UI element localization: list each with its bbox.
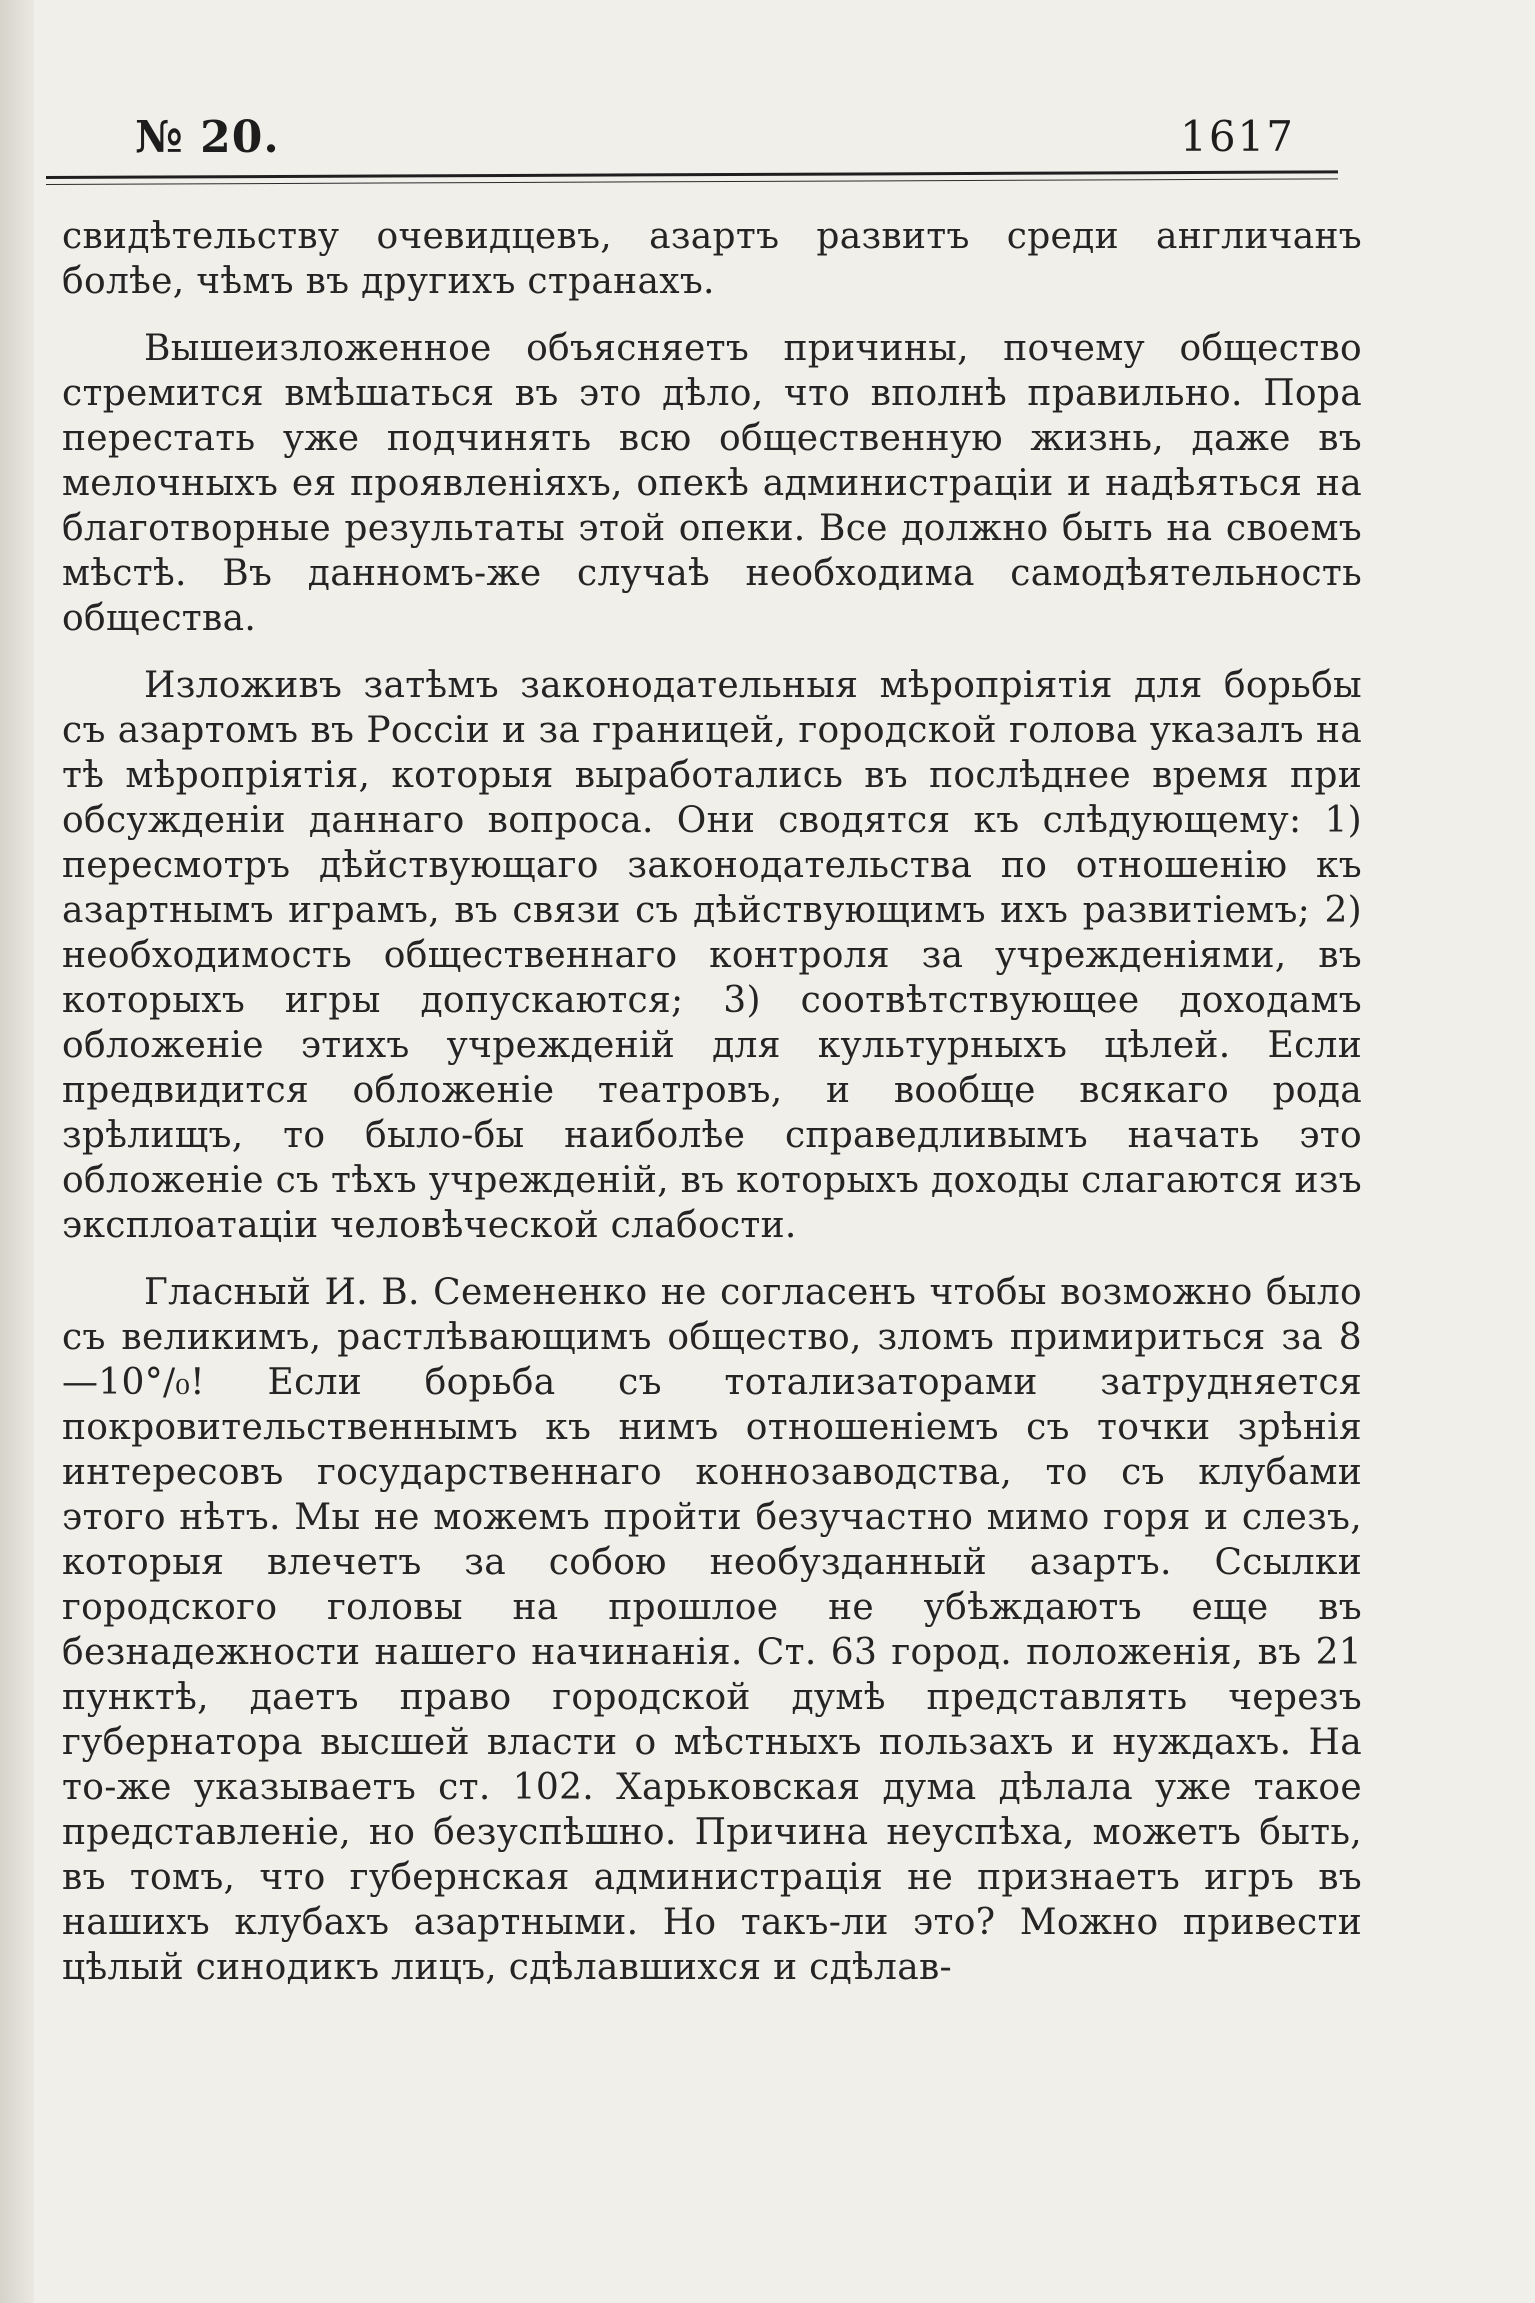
paragraph-continuation: свидѣтельству очевидцевъ, азартъ развитъ среди англичанъ болѣе, чѣмъ въ другихъ странахъ.: [62, 216, 1362, 302]
page-number: 1617: [1180, 112, 1295, 161]
paragraph-city-head-measures: Изложивъ затѣмъ законодательныя мѣропріятія для борьбы съ азартомъ въ Россіи и за границей, городской голова указалъ на тѣ мѣропріятія, которыя выработались въ послѣднее время при обсужденіи даннаго вопроса. Они сводятся къ слѣдующему: 1) пересмотръ дѣйствующаго законодательства по отношенію къ азартнымъ играмъ, въ связи съ дѣйствующимъ ихъ развитіемъ; 2) необходимость общественнаго контроля за учрежденіями, въ которыхъ игры допускаются; 3) соотвѣтствующее доходамъ обложеніе этихъ учрежденій для культурныхъ цѣлей. Если предвидится обложеніе театровъ, и вообще всякаго рода зрѣлищъ, то было-бы наиболѣе справедливымъ начать это обложеніе съ тѣхъ учрежденій, въ которыхъ доходы слагаются изъ эксплоатаціи человѣческой слабости.: [62, 665, 1362, 1246]
page-header: [135, 112, 1295, 172]
paragraph-semenenko-speech: Гласный И. В. Семененко не согласенъ чтобы возможно было съ великимъ, растлѣвающимъ общество, зломъ примириться за 8—10°/₀! Если борьба съ тотализаторами затрудняется покровительственнымъ къ нимъ отношеніемъ съ точки зрѣнія интересовъ государственнаго коннозаводства, то съ клубами этого нѣтъ. Мы не можемъ пройти безучастно мимо горя и слезъ, которыя влечетъ за собою необузданный азартъ. Ссылки городского головы на прошлое не убѣждаютъ еще въ безнадежности нашего начинанія. Ст. 63 город. положенія, въ 21 пунктѣ, даетъ право городской думѣ представлять черезъ губернатора высшей власти о мѣстныхъ пользахъ и нуждахъ. На то-же указываетъ ст. 102. Харьковская дума дѣлала уже такое представленіе, но безуспѣшно. Причина неуспѣха, можетъ быть, въ томъ, что губернская администрація не признаетъ игръ въ нашихъ клубахъ азартными. Но такъ-ли это? Можно привести цѣлый синодикъ лицъ, сдѣлавшихся и сдѣлав-: [62, 1272, 1362, 1988]
article-body: [62, 214, 1362, 2012]
paragraph-society-intervention: Вышеизложенное объясняетъ причины, почему общество стремится вмѣшаться въ это дѣло, что вполнѣ правильно. Пора перестать уже подчинять всю общественную жизнь, даже въ мелочныхъ ея проявленіяхъ, опекѣ администраціи и надѣяться на благотворные результаты этой опеки. Все должно быть на своемъ мѣстѣ. Въ данномъ-же случаѣ необходима самодѣятельность общества.: [62, 328, 1362, 639]
scan-shadow-edge: [0, 0, 34, 2303]
issue-number: № 20.: [135, 112, 280, 163]
header-rule-thin: [46, 178, 1338, 185]
